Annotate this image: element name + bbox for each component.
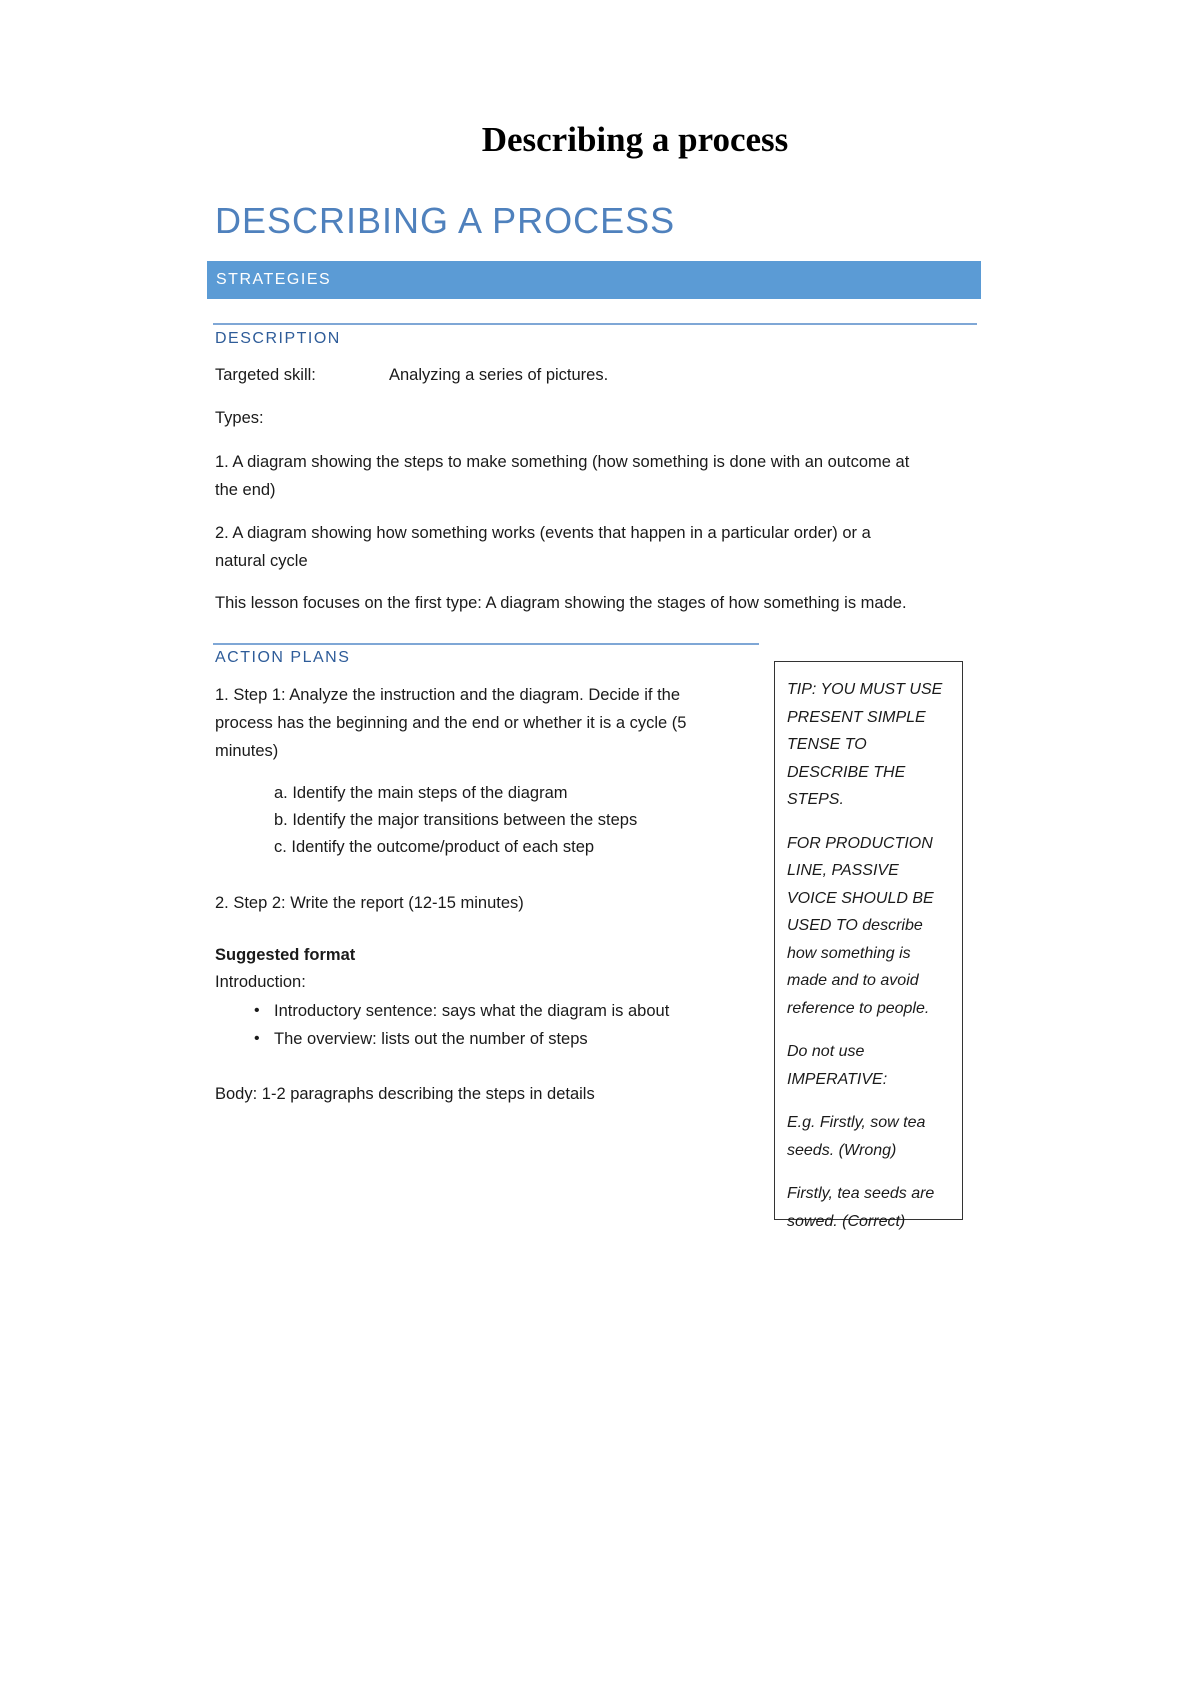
step-1-line-1: 1. Step 1: Analyze the instruction and the diagram. Decide if the [215, 686, 681, 704]
description-label: DESCRIPTION [215, 330, 341, 347]
bullet-introductory-sentence: Introductory sentence: says what the diagram is about [274, 1002, 670, 1020]
step-2: 2. Step 2: Write the report (12-15 minutes) [215, 894, 524, 912]
description-rule [213, 323, 977, 325]
type-1-line-2: the end) [215, 481, 276, 499]
types-label: Types: [215, 409, 264, 427]
sub-step-a: a. Identify the main steps of the diagram [274, 784, 568, 802]
action-plans-rule [213, 643, 759, 645]
type-1-line-1: 1. A diagram showing the steps to make something (how something is done with an outcome at [215, 453, 910, 471]
lesson-focus: This lesson focuses on the first type: A diagram showing the stages of how something is made. [215, 594, 907, 612]
page-title: Describing a process [481, 120, 789, 159]
step-1-line-3: minutes) [215, 742, 279, 760]
tip-passive-voice: FOR PRODUCTION LINE, PASSIVE VOICE SHOULD BE USED TO describe how something is made and to avoid reference to people. [787, 834, 934, 1017]
body-description: Body: 1-2 paragraphs describing the steps in details [215, 1085, 595, 1103]
tip-correct-example: Firstly, tea seeds are sowed. (Correct) [787, 1185, 935, 1230]
type-2-line-2: natural cycle [215, 552, 308, 570]
tip-present-simple: TIP: YOU MUST USE PRESENT SIMPLE TENSE TO DESCRIBE THE STEPS. [787, 681, 943, 808]
bullet-icon: • [254, 1002, 260, 1019]
action-plans-label: ACTION PLANS [215, 649, 351, 666]
type-2-line-1: 2. A diagram showing how something works (events that happen in a particular order) or a [215, 524, 871, 542]
tip-wrong-example: E.g. Firstly, sow tea seeds. (Wrong) [787, 1114, 926, 1159]
introduction-label: Introduction: [215, 973, 306, 991]
sub-step-c: c. Identify the outcome/product of each step [274, 838, 595, 856]
document-heading: DESCRIBING A PROCESS [215, 200, 676, 241]
tip-no-imperative: Do not use IMPERATIVE: [787, 1043, 888, 1088]
tip-box [774, 661, 963, 1230]
targeted-skill-value: Analyzing a series of pictures. [389, 366, 609, 384]
targeted-skill-label: Targeted skill: [215, 366, 316, 384]
bullet-icon: • [254, 1030, 260, 1047]
step-1-line-2: process has the beginning and the end or whether it is a cycle (5 [215, 714, 687, 732]
bullet-overview: The overview: lists out the number of steps [274, 1030, 588, 1048]
sub-step-b: b. Identify the major transitions between the steps [274, 811, 638, 829]
suggested-format-heading: Suggested format [215, 946, 356, 964]
strategies-banner: STRATEGIES [207, 261, 981, 299]
